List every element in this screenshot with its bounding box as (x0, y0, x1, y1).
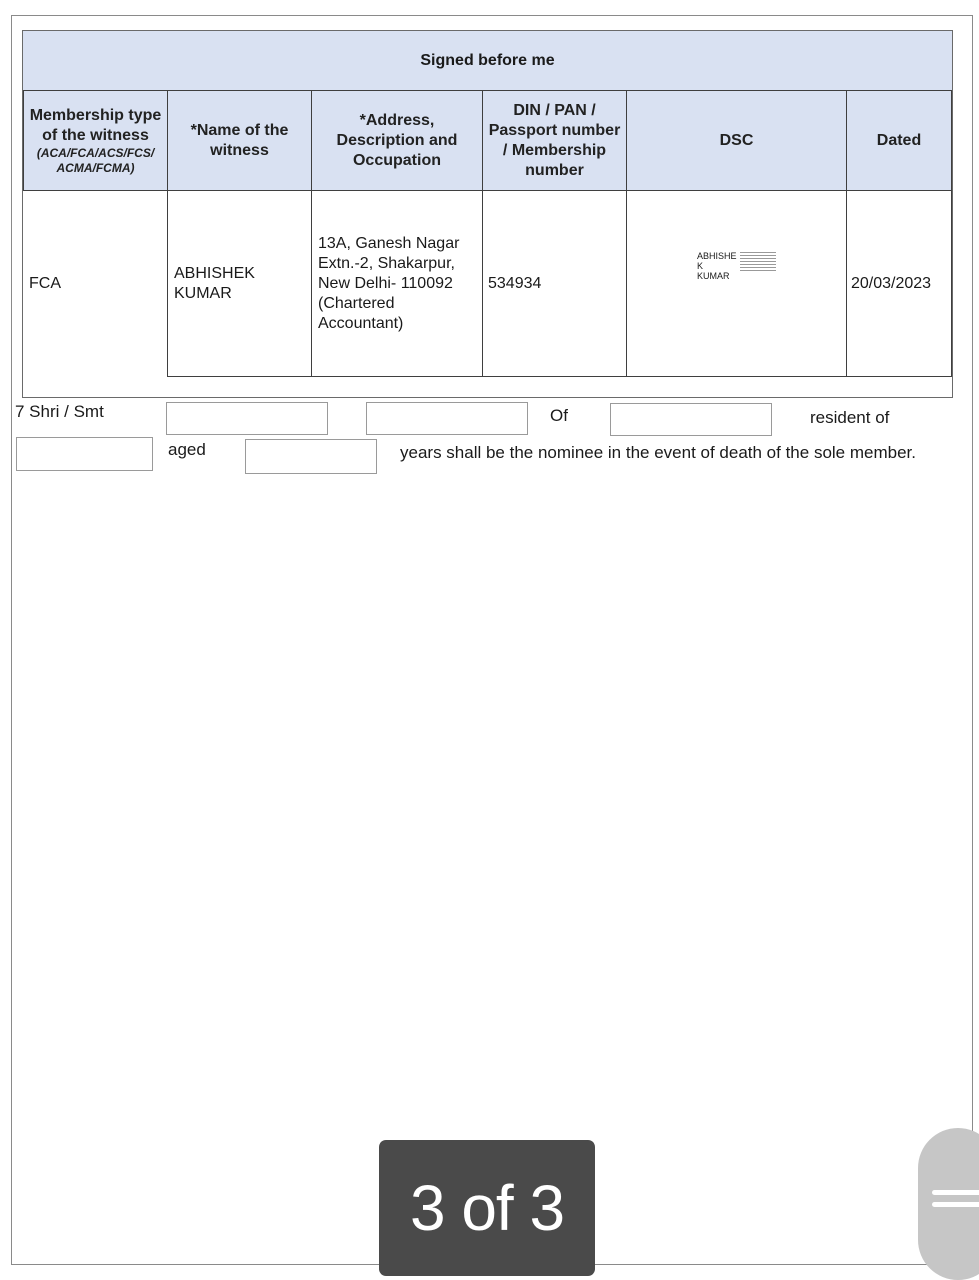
nominee-name-field[interactable] (166, 402, 328, 435)
scroll-handle-icon[interactable] (918, 1128, 979, 1280)
digital-signature (697, 251, 776, 281)
row-dated: 20/03/2023 (846, 190, 952, 377)
row-name: ABHISHEK KUMAR (167, 190, 312, 377)
scroll-handle-grip-bottom (932, 1202, 979, 1207)
age-field[interactable] (245, 439, 377, 474)
header-dsc: DSC (626, 90, 847, 191)
table-banner: Signed before me (23, 31, 952, 91)
header-membership-type (23, 90, 168, 191)
header-name: *Name of the witness (167, 90, 312, 191)
header-din: DIN / PAN / Passport number / Membership number (482, 90, 627, 191)
dsc-signer-name: ABHISHE K KUMAR (697, 250, 737, 281)
aged-label: aged (168, 440, 206, 459)
row-dsc (626, 190, 847, 377)
resident-address-field[interactable] (16, 437, 153, 471)
header-membership-type-sub: (ACA/FCA/ACS/FCS/ ACMA/FCMA) (36, 145, 155, 175)
row-membership-type: FCA (29, 274, 61, 292)
document-page (11, 15, 973, 1265)
witness-table (22, 30, 953, 398)
header-dated: Dated (846, 90, 952, 191)
resident-label: resident of (810, 408, 890, 427)
header-membership-type-label: Membership type of the witness (29, 106, 162, 144)
of-name-field[interactable] (610, 403, 772, 436)
page-indicator: 3 of 3 (379, 1140, 595, 1276)
row-address: 13A, Ganesh Nagar Extn.-2, Shakarpur, New Delhi- 110092 (Chartered Accountant) (311, 190, 483, 377)
scroll-handle-grip-top (932, 1190, 979, 1195)
nominee-relation-field[interactable] (366, 402, 528, 435)
header-address: *Address, Description and Occupation (311, 90, 483, 191)
row-din: 534934 (482, 190, 627, 377)
dsc-certificate-lines (740, 251, 776, 271)
of-label: Of (550, 406, 568, 425)
nominee-prefix: 7 Shri / Smt (15, 402, 104, 421)
nominee-statement: years shall be the nominee in the event of death of the sole member. (400, 443, 916, 462)
